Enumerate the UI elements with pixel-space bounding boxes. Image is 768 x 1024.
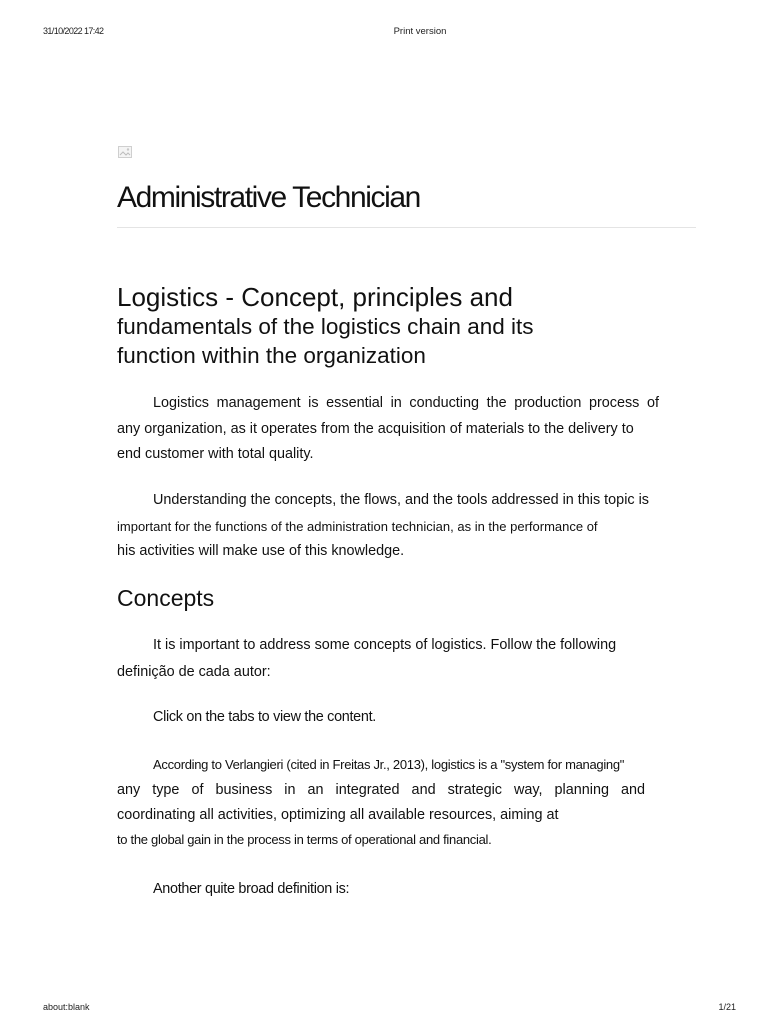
print-header-title: Print version bbox=[393, 26, 447, 37]
quote-line-3: coordinating all activities, optimizing all available resources, aiming at bbox=[117, 807, 559, 823]
tabs-instruction-text: Click on the tabs to view the content. bbox=[153, 709, 376, 725]
another-definition bbox=[117, 877, 659, 903]
concepts-heading: Concepts bbox=[117, 585, 215, 611]
intro-p1-line-1: Logistics management is essential in conducting the production process of bbox=[153, 395, 659, 411]
print-date: 31/10/2022 17:42 bbox=[43, 26, 104, 36]
quote-line-4: to the global gain in the process in terms of operational and financial. bbox=[117, 832, 492, 847]
topic-heading bbox=[117, 282, 717, 370]
concepts-p1-line-2: definição de cada autor: bbox=[117, 663, 271, 680]
concepts-p1-line-1: It is important to address some concepts of logistics. Follow the following bbox=[153, 637, 617, 653]
topic-heading-line-1: Logistics - Concept, principles and bbox=[117, 282, 513, 312]
another-definition-text: Another quite broad definition is: bbox=[153, 881, 350, 897]
intro-p1-line-2: any organization, as it operates from the acquisition of materials to the delivery to bbox=[117, 420, 634, 437]
intro-p2-line-2: important for the functions of the administration technician, as in the performance of bbox=[117, 518, 598, 534]
quote-line-2: any type of business in an integrated and strategic way, planning and bbox=[117, 781, 645, 798]
quote-line-1: According to Verlangieri (cited in Freitas Jr., 2013), logistics is a "system for managing" bbox=[153, 757, 625, 772]
topic-heading-line-2: fundamentals of the logistics chain and its bbox=[117, 314, 534, 339]
tabs-instruction bbox=[117, 705, 659, 731]
intro-p1-line-3: end customer with total quality. bbox=[117, 446, 314, 462]
title-divider bbox=[117, 227, 696, 228]
broken-image-icon bbox=[118, 146, 134, 160]
page-title: Administrative Technician bbox=[117, 181, 420, 214]
intro-paragraph-2 bbox=[117, 488, 659, 565]
intro-p2-line-1: Understanding the concepts, the flows, and the tools addressed in this topic is bbox=[153, 492, 649, 508]
quote-paragraph bbox=[117, 752, 645, 853]
topic-heading-line-3: function within the organization bbox=[117, 343, 426, 368]
concepts-paragraph bbox=[117, 633, 659, 685]
intro-p2-line-3: his activities will make use of this knowledge. bbox=[117, 543, 405, 559]
intro-paragraph-1 bbox=[117, 391, 659, 468]
print-page-number: 1/21 bbox=[718, 1002, 736, 1012]
print-footer-url: about:blank bbox=[43, 1002, 90, 1012]
